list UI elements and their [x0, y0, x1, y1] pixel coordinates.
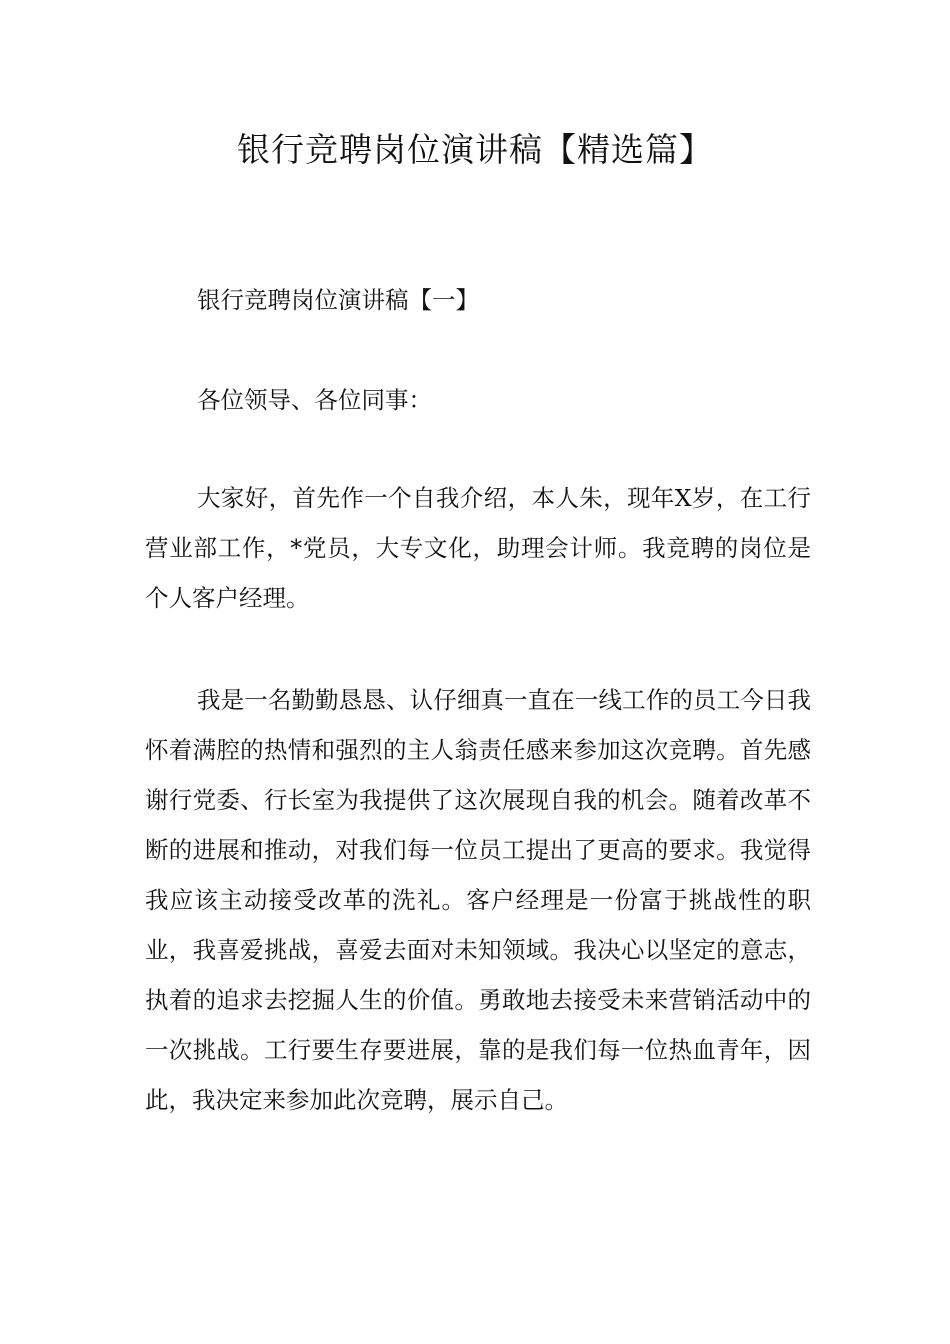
paragraph-intro: 大家好，首先作一个自我介绍，本人朱，现年X岁，在工行营业部工作，*党员，大专文化，助理会计师。我竞聘的岗位是个人客户经理。 — [145, 484, 811, 612]
document-title: 银行竞聘岗位演讲稿【精选篇】 — [237, 130, 713, 169]
paragraph-body: 我是一名勤勤恳恳、认仔细真一直在一线工作的员工今日我怀着满腔的热情和强烈的主人翁责任感来参加这次竞聘。首先感谢行党委、行长室为我提供了这次展现自我的机会。随着改革不断的进展和推动，对我们每一位员工提出了更高的要求。我觉得我应该主动接受改革的洗礼。客户经理是一份富于挑战性的职业，我喜爱挑战，喜爱去面对未知领域。我决心以坚定的意志，执着的追求去挖掘人生的价值。勇敢地去接受未来营销活动中的一次挑战。工行要生存要进展，靠的是我们每一位热血青年，因此，我决定来参加此次竞聘，展示自己。 — [145, 686, 811, 1114]
greeting-line: 各位领导、各位同事： — [197, 386, 432, 414]
section-heading: 银行竞聘岗位演讲稿【一】 — [197, 286, 479, 314]
